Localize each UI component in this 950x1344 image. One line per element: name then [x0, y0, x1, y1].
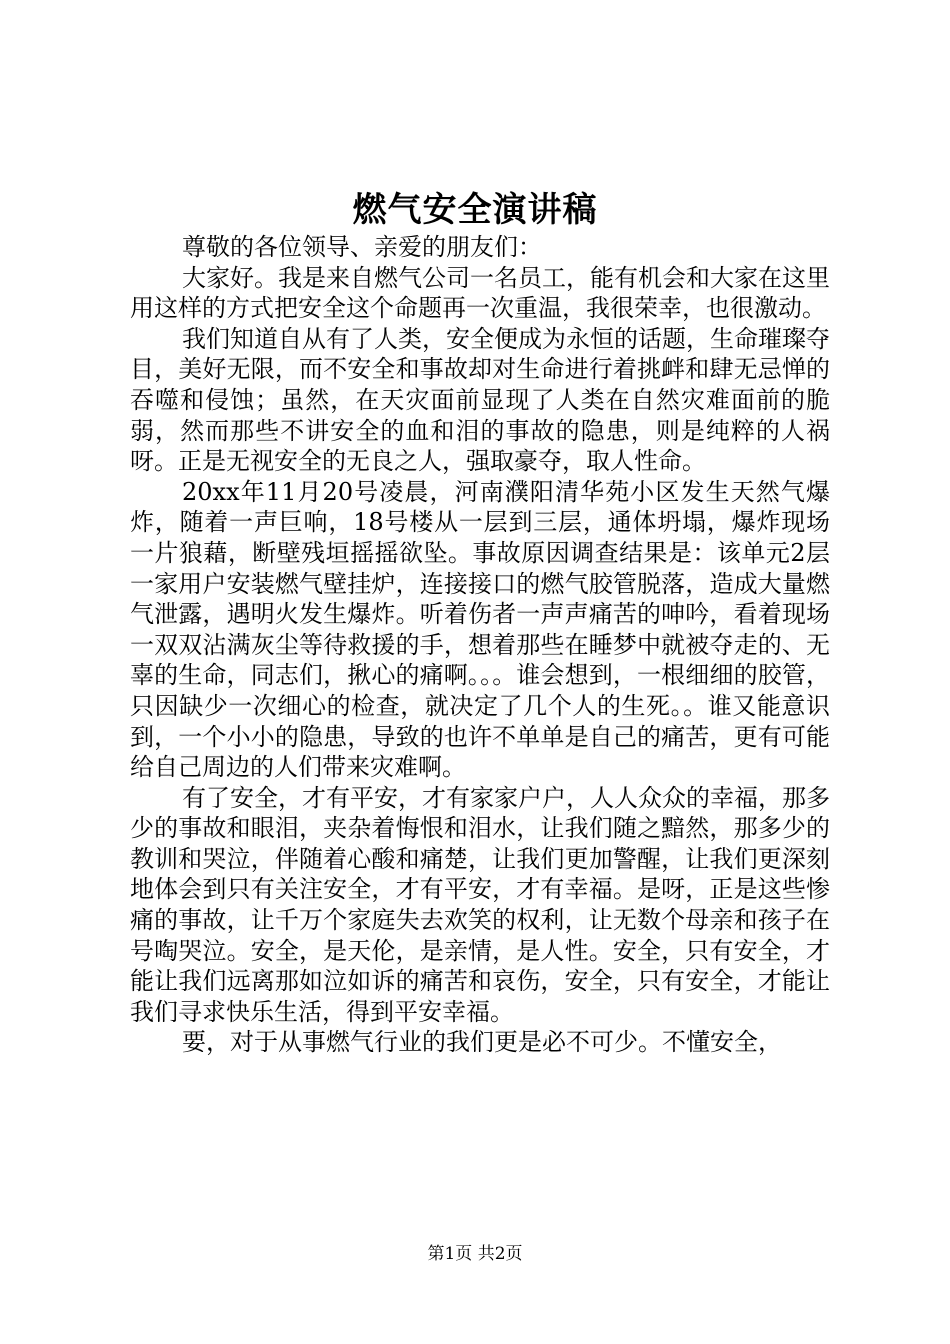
- page-title: 燃气安全演讲稿: [352, 190, 598, 230]
- body-paragraph: 有了安全，才有平安，才有家家户户，人人众众的幸福，那多少的事故和眼泪，夹杂着悔恨和泪水，让我们随之黯然，那多少的教训和哭泣，伴随着心酸和痛楚，让我们更加警醒，让我们更深刻地体会到只有关注安全，才有平安，才有幸福。是呀，正是这些惨痛的事故，让千万个家庭失去欢笑的权利，让无数个母亲和孩子在号啕哭泣。安全，是天伦，是亲情，是人性。安全，只有安全，才能让我们远离那如泣如诉的痛苦和哀伤，安全，只有安全，才能让我们寻求快乐生活，得到平安幸福。: [130, 783, 830, 1026]
- body-paragraph: 我们知道自从有了人类，安全便成为永恒的话题，生命璀璨夺目，美好无限，而不安全和事故却对生命进行着挑衅和肆无忌惮的吞噬和侵蚀；虽然，在天灾面前显现了人类在自然灾难面前的脆弱，然而那些不讲安全的血和泪的事故的隐患，则是纯粹的人祸呀。正是无视安全的无良之人，强取豪夺，取人性命。: [130, 324, 830, 476]
- page-footer: [0, 1242, 950, 1266]
- greeting-paragraph: 大家好。我是来自燃气公司一名员工，能有机会和大家在这里用这样的方式把安全这个命题再一次重温，我很荣幸，也很激动。: [130, 263, 830, 323]
- document-body: [130, 232, 830, 1058]
- salutation-paragraph: 尊敬的各位领导、亲爱的朋友们：: [182, 233, 542, 261]
- body-paragraph: 要，对于从事燃气行业的我们更是必不可少。不懂安全，: [182, 1028, 782, 1057]
- body-paragraph: 20xx年11月20号凌晨，河南濮阳清华苑小区发生天然气爆炸，随着一声巨响，18号楼从一层到三层，通体坍塌，爆炸现场一片狼藉，断壁残垣摇摇欲坠。事故原因调查结果是：该单元2层一家用户安装燃气壁挂炉，连接接口的燃气胶管脱落，造成大量燃气泄露，遇明火发生爆炸。听着伤者一声声痛苦的呻吟，看着现场一双双沾满灰尘等待救援的手，想着那些在睡梦中就被夺走的、无辜的生命，同志们，揪心的痛啊。。。谁会想到，一根细细的胶管，只因缺少一次细心的检查，就决定了几个人的生死。。谁又能意识到，一个小小的隐患，导致的也许不单单是自己的痛苦，更有可能给自己周边的人们带来灾难啊。: [130, 477, 830, 782]
- page-indicator: 第1页 共2页: [427, 1244, 523, 1264]
